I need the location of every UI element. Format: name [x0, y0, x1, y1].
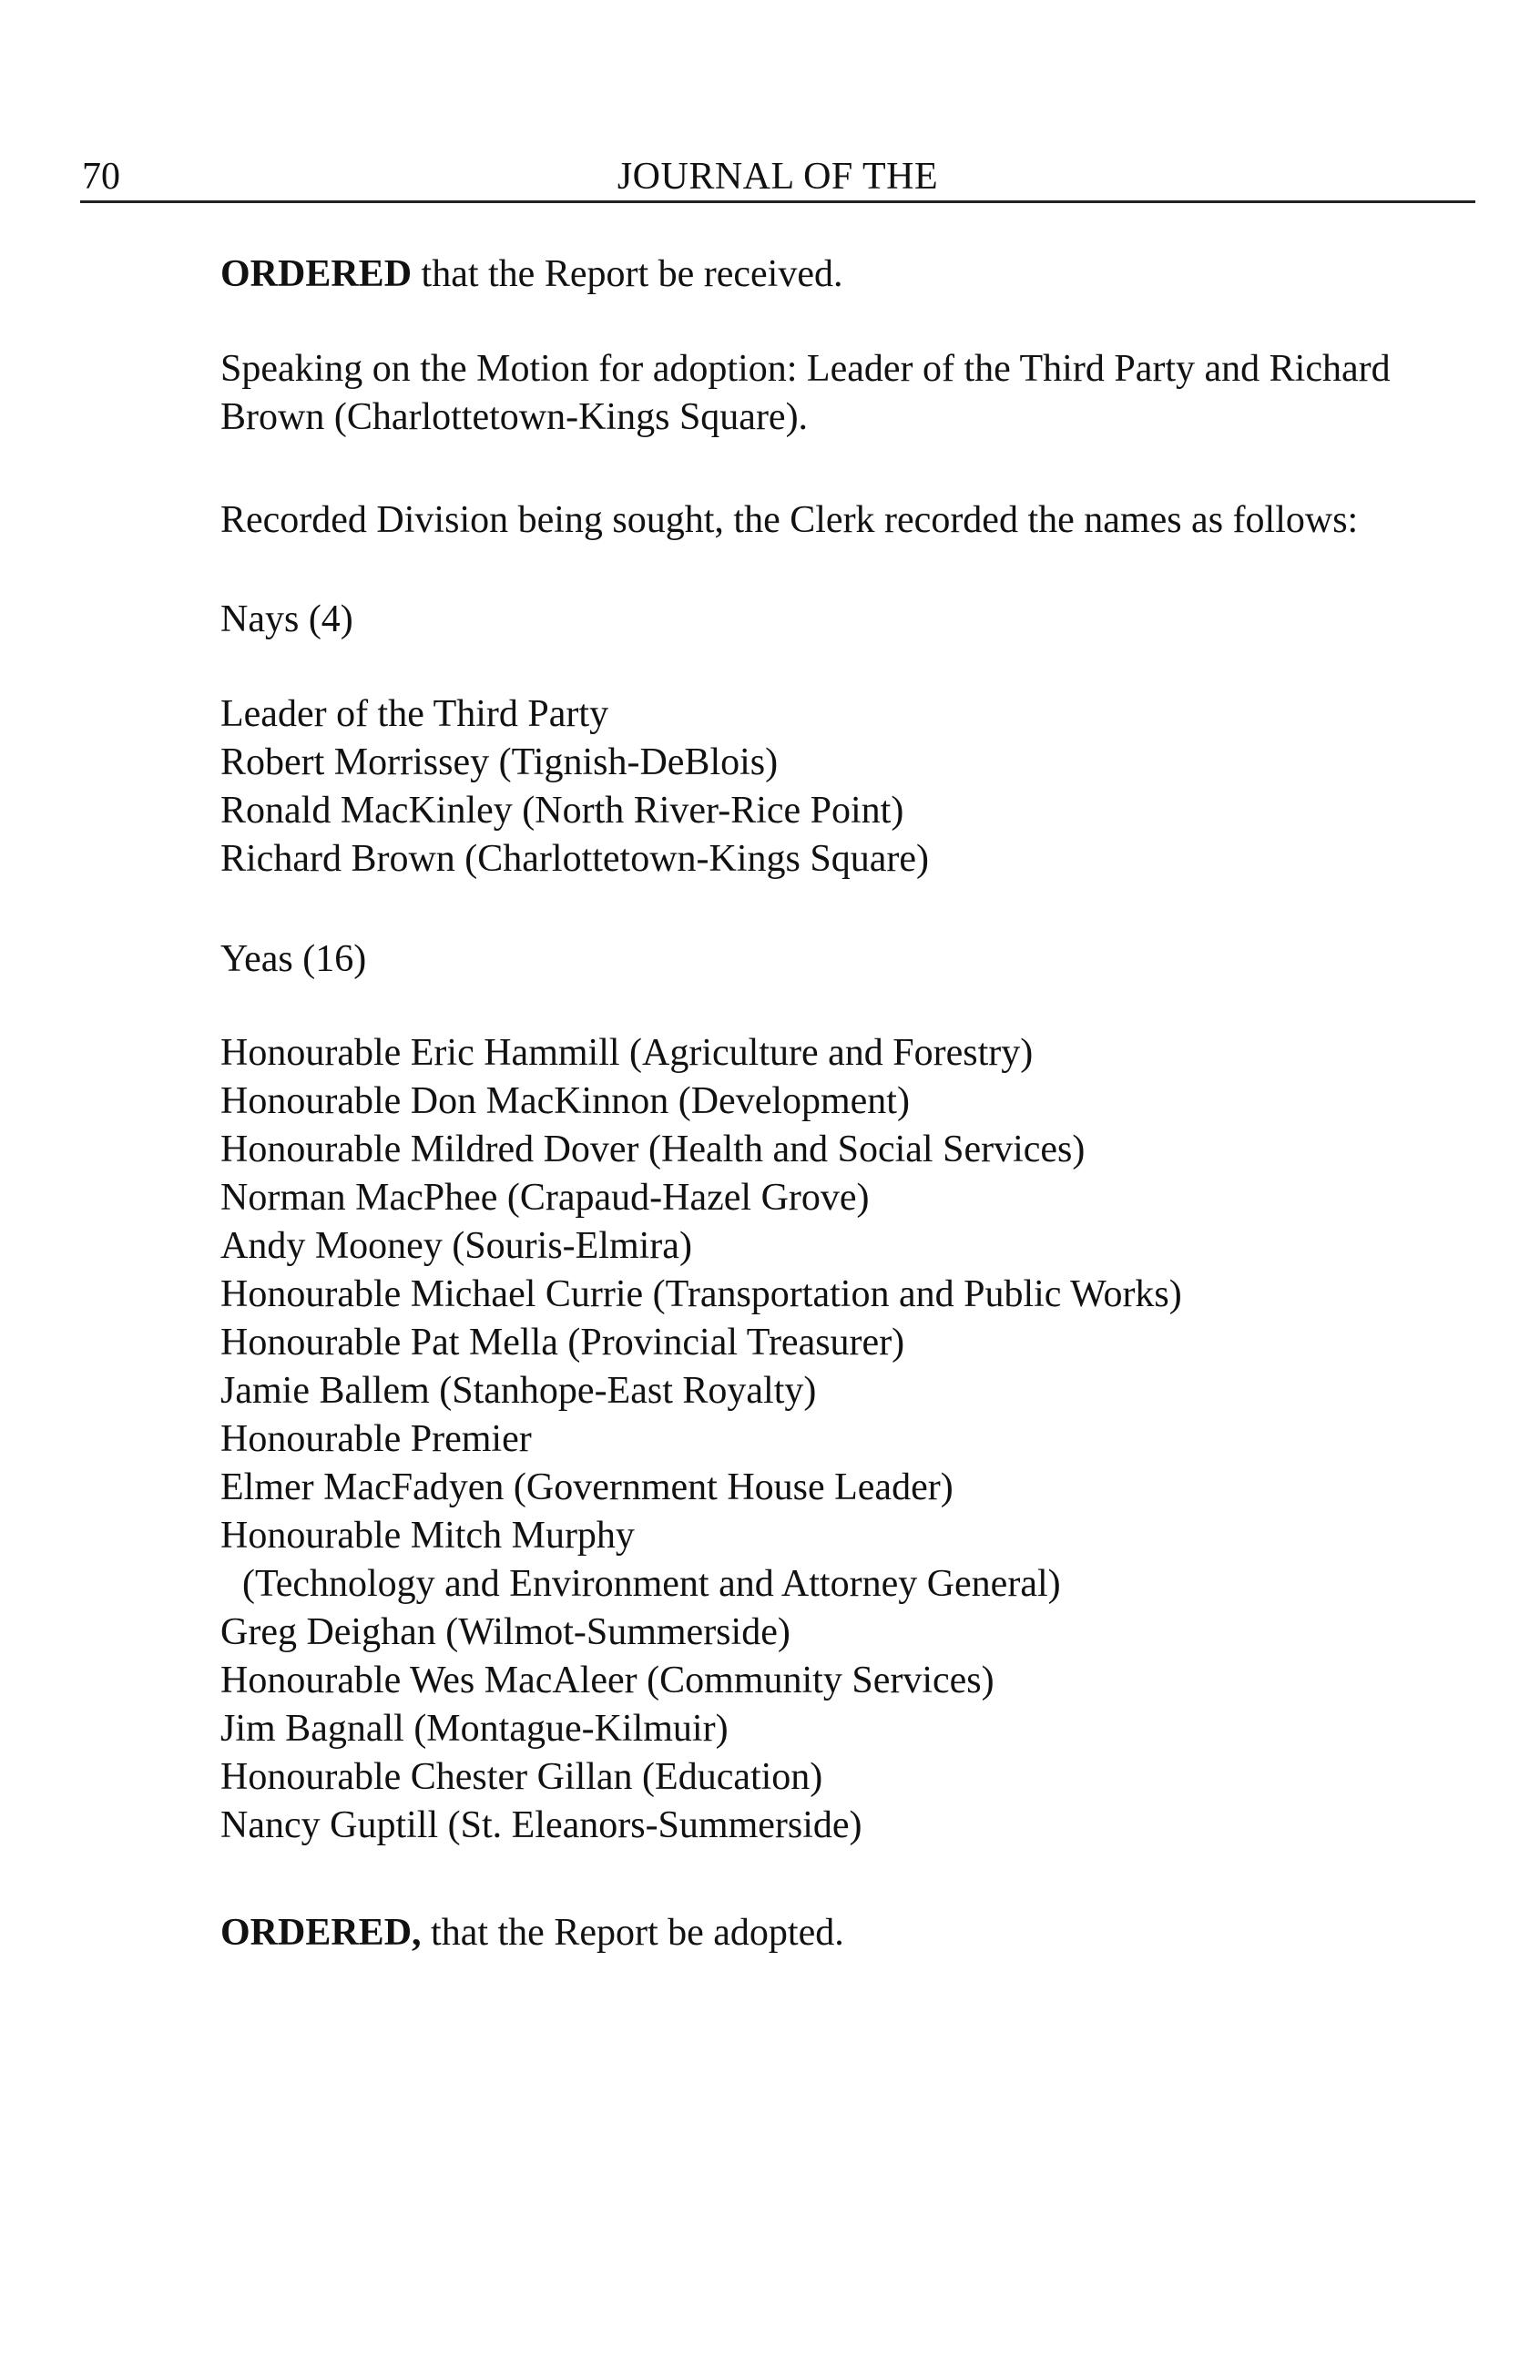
ordered-adopted-paragraph	[220, 1909, 1477, 1957]
ordered-received-text: that the Report be received.	[412, 253, 843, 295]
yea-member: Jim Bagnall (Montague-Kilmuir)	[220, 1708, 729, 1750]
yea-member: Honourable Premier	[220, 1418, 532, 1460]
yea-member: Nancy Guptill (St. Eleanors-Summerside)	[220, 1804, 862, 1846]
yea-member: Norman MacPhee (Crapaud-Hazel Grove)	[220, 1177, 870, 1219]
nays-list	[220, 690, 1477, 884]
yea-member: Honourable Michael Currie (Transportation and Public Works)	[220, 1273, 1182, 1315]
yea-member: Honourable Chester Gillan (Education)	[220, 1756, 823, 1798]
yeas-heading	[220, 935, 1477, 984]
yea-member: Elmer MacFadyen (Government House Leader)	[220, 1466, 954, 1508]
ordered-keyword: ORDERED,	[220, 1912, 422, 1954]
yea-member: Honourable Mitch Murphy	[220, 1515, 635, 1557]
journal-title: JOURNAL OF THE	[617, 156, 939, 198]
speaking-paragraph	[220, 345, 1477, 442]
yea-member: Honourable Mildred Dover (Health and Social Services)	[220, 1129, 1086, 1170]
yea-member: Honourable Wes MacAleer (Community Services)	[220, 1660, 994, 1701]
speaking-line: Brown (Charlottetown-Kings Square).	[220, 396, 809, 438]
yea-member: Greg Deighan (Wilmot-Summerside)	[220, 1611, 790, 1653]
ordered-adopted-text: that the Report be adopted.	[421, 1912, 844, 1954]
nay-member: Robert Morrissey (Tignish-DeBlois)	[220, 741, 779, 783]
yeas-list	[220, 1029, 1477, 1850]
division-statement	[220, 496, 1477, 545]
nay-member: Ronald MacKinley (North River-Rice Point)	[220, 790, 904, 832]
ordered-received-paragraph	[220, 250, 1477, 299]
division-statement-text: Recorded Division being sought, the Clerk recorded the names as follows:	[220, 499, 1359, 541]
nay-member: Leader of the Third Party	[220, 693, 609, 735]
yea-member: Jamie Ballem (Stanhope-East Royalty)	[220, 1370, 817, 1412]
yeas-heading-text: Yeas (16)	[220, 938, 367, 980]
yea-member: Honourable Eric Hammill (Agriculture and Forestry)	[220, 1032, 1034, 1074]
nays-heading-text: Nays (4)	[220, 598, 353, 640]
page-number: 70	[82, 156, 120, 198]
running-head	[80, 148, 1475, 203]
speaking-line: Speaking on the Motion for adoption: Leader of the Third Party and Richard	[220, 348, 1391, 390]
nays-heading	[220, 596, 1477, 644]
ordered-keyword: ORDERED	[220, 253, 413, 295]
yea-member-continuation: (Technology and Environment and Attorney General)	[242, 1563, 1061, 1605]
yea-member: Honourable Pat Mella (Provincial Treasurer)	[220, 1322, 905, 1364]
yea-member: Honourable Don MacKinnon (Development)	[220, 1080, 910, 1122]
nay-member: Richard Brown (Charlottetown-Kings Square)	[220, 838, 930, 880]
yea-member: Andy Mooney (Souris-Elmira)	[220, 1225, 692, 1267]
